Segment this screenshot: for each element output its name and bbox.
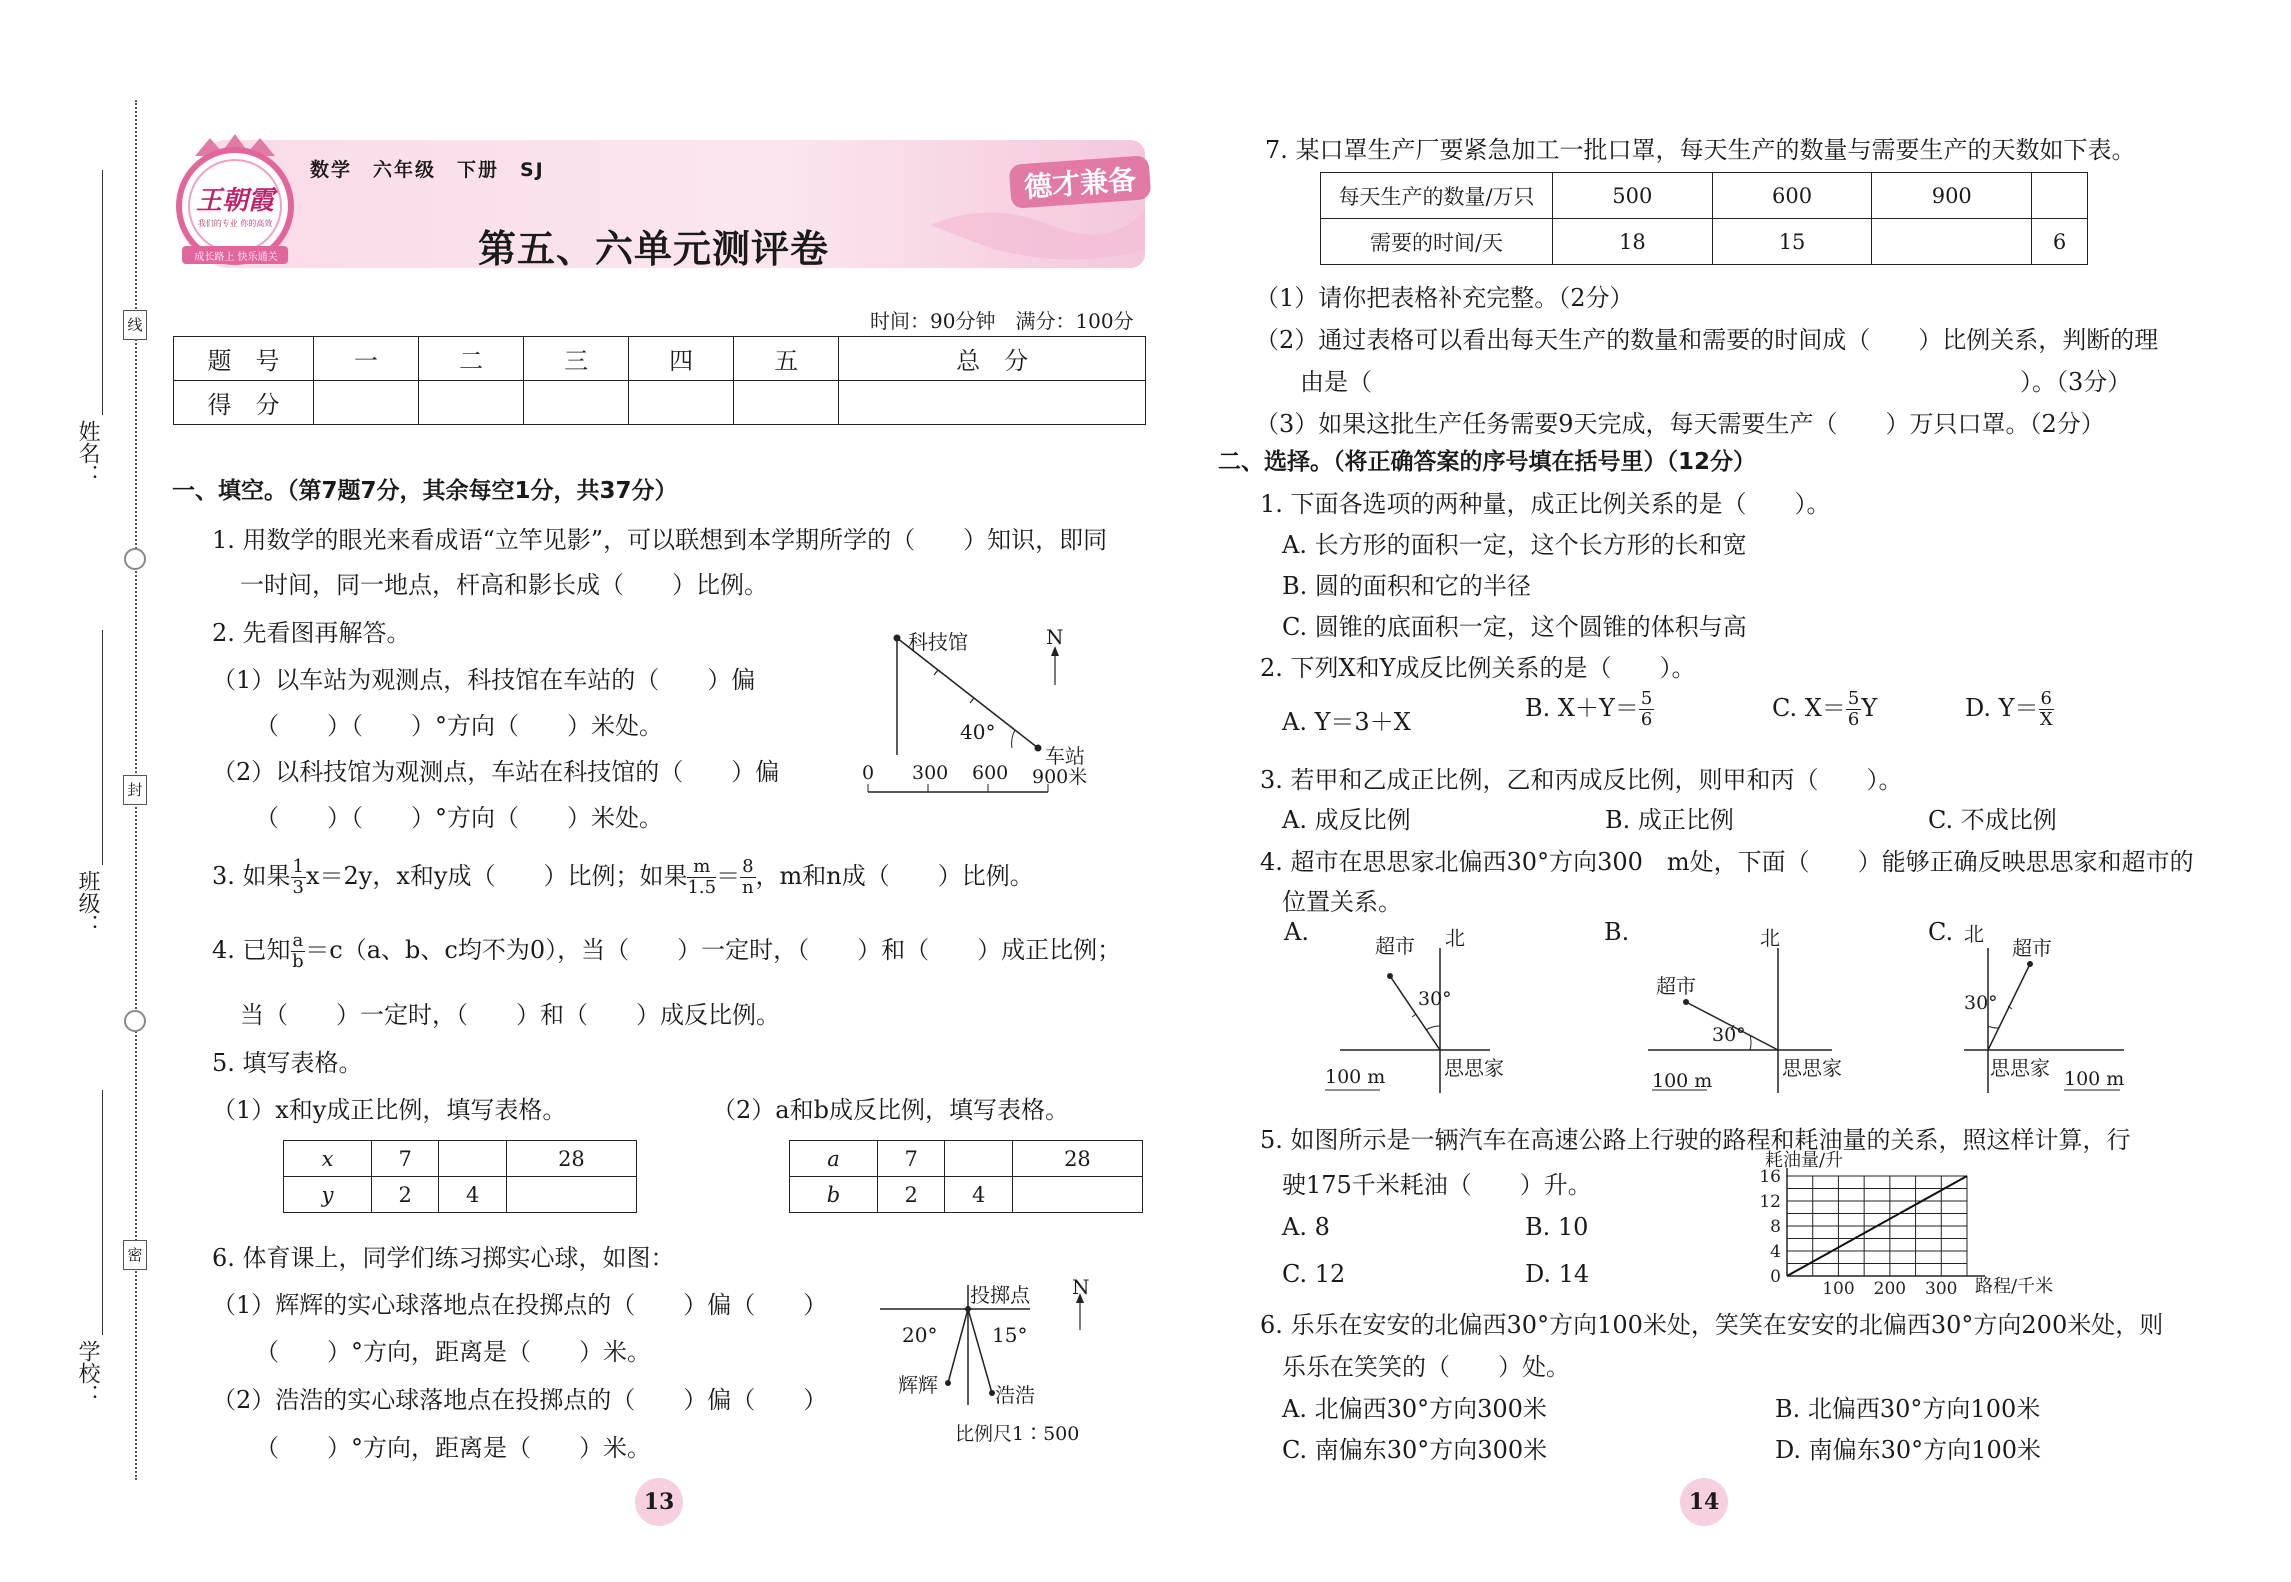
north-label: 北 (1445, 926, 1465, 950)
p2-q5-option[interactable]: D. 14 (1525, 1260, 1590, 1288)
brand-tagline-2: 成长路上 快乐通关 (194, 252, 278, 263)
table-header-cell: 需要的时间/天 (1321, 219, 1553, 265)
score-input-cell[interactable] (419, 381, 524, 425)
p2-q6-option[interactable]: A. 北偏西30°方向300米 (1282, 1395, 1547, 1423)
q4-line1 (212, 930, 1121, 972)
name-label: 姓名： (75, 420, 100, 486)
class-label: 班级： (75, 870, 100, 936)
table-cell: 6 (2032, 219, 2088, 265)
fraction-numerator: 5 (1640, 688, 1653, 709)
p2-q5-option[interactable]: A. 8 (1282, 1213, 1330, 1241)
binding-tag-seal: 封 (123, 775, 147, 805)
scale-tick-label: 900米 (1032, 766, 1088, 788)
p2-q4-figure-a[interactable] (1280, 918, 1540, 1103)
table-header-cell: 每天生产的数量/万只 (1321, 173, 1553, 219)
table-blank-cell[interactable] (2032, 173, 2088, 219)
option-text: C. X＝ (1772, 694, 1846, 722)
q2-diagram (860, 620, 1110, 795)
q2-title: 2. 先看图再解答。 (212, 619, 411, 647)
market-label: 超市 (1656, 974, 1696, 998)
q1-line2: 一时间，同一地点，杆高和影长成（ ）比例。 (240, 571, 768, 599)
p2-q5-line1: 5. 如图所示是一辆汽车在高速公路上行驶的路程和耗油量的关系，照这样计算，行 (1260, 1126, 2131, 1154)
q1-line1: 1. 用数学的眼光来看成语“立竿见影”，可以联想到本学期所学的（ ）知识，即同 (212, 526, 1108, 554)
name-blank[interactable] (102, 170, 103, 415)
option-fraction (2039, 689, 2054, 730)
table-xy (283, 1140, 637, 1213)
p2-q1-option[interactable]: A. 长方形的面积一定，这个长方形的长和宽 (1282, 531, 1747, 559)
chart-y-tick-label: 0 (1770, 1267, 1781, 1287)
table-cell: b (790, 1177, 878, 1213)
home-label: 思思家 (1990, 1056, 2050, 1080)
chart-y-tick-label: 12 (1759, 1192, 1781, 1212)
score-label-cell: 得 分 (174, 381, 314, 425)
table-cell: a (790, 1141, 878, 1177)
school-label: 学校： (75, 1340, 100, 1406)
table-blank-cell[interactable] (1872, 219, 2032, 265)
throw-point-label: 投掷点 (970, 1283, 1030, 1307)
market-label: 超市 (2012, 936, 2052, 960)
binding-tag-line: 线 (123, 310, 147, 340)
score-input-cell[interactable] (839, 381, 1146, 425)
score-header-cell: 一 (314, 337, 419, 381)
q5-2-text: （2）a和b成反比例，填写表格。 (712, 1096, 1069, 1124)
fraction-numerator: 6 (2040, 688, 2052, 709)
part1-heading: 一、填空。（第7题7分，其余每空1分，共37分） (172, 478, 678, 504)
table-cell: 600 (1712, 173, 1872, 219)
score-input-cell[interactable] (629, 381, 734, 425)
score-header-cell: 五 (734, 337, 839, 381)
chart-y-tick-label: 8 (1770, 1217, 1781, 1237)
north-label: N (1072, 1275, 1090, 1299)
score-input-cell[interactable] (734, 381, 839, 425)
q6-2-line2: （ ）°方向，距离是（ ）米。 (255, 1434, 651, 1462)
table-cell: 15 (1712, 219, 1872, 265)
p2-q2: 2. 下列X和Y成反比例关系的是（ ）。 (1260, 654, 1696, 682)
motto-badge: 德才兼备 (1009, 155, 1152, 209)
p2-q2-option-c[interactable] (1772, 688, 1877, 730)
p2-q6-option[interactable]: C. 南偏东30°方向300米 (1282, 1436, 1548, 1464)
page-title: 第五、六单元测评卷 (478, 227, 830, 271)
page-number-text: 13 (643, 1489, 675, 1515)
table-blank-cell[interactable] (945, 1141, 1012, 1177)
fuel-chart (1745, 1148, 2085, 1298)
fraction-denominator: 3 (292, 877, 304, 898)
haohao-label: 浩浩 (995, 1383, 1035, 1407)
q7-sub3: （3）如果这批生产任务需要9天完成，每天需要生产（ ）万只口罩。（2分） (1255, 410, 2105, 438)
option-label: A. (1284, 918, 1309, 946)
scale-label: 比例尺1∶500 (955, 1423, 1080, 1445)
q2-1-line2: （ ）（ ）°方向（ ）米处。 (255, 712, 663, 740)
chart-ylabel: 耗油量/升 (1765, 1150, 1844, 1171)
p2-q5-option[interactable]: C. 12 (1282, 1260, 1346, 1288)
q4-text-a: 4. 已知 (212, 936, 291, 964)
score-header-cell: 题 号 (174, 337, 314, 381)
option-text: Y (1861, 694, 1878, 722)
p2-q3-option[interactable]: B. 成正比例 (1605, 806, 1734, 834)
q2-2-line1: （2）以科技馆为观测点，车站在科技馆的（ ）偏 (212, 758, 780, 786)
q4-fraction (291, 931, 306, 972)
page-number-text: 14 (1688, 1489, 1720, 1515)
p2-q3-option[interactable]: C. 不成比例 (1928, 806, 2057, 834)
p2-q1-option[interactable]: B. 圆的面积和它的半径 (1282, 572, 1531, 600)
table-ab (789, 1140, 1143, 1213)
p2-q6-option[interactable]: B. 北偏西30°方向100米 (1775, 1395, 2041, 1423)
station-label: 车站 (1045, 744, 1085, 768)
q3-fraction-1 (291, 857, 306, 898)
binding-hole-icon (124, 1010, 146, 1032)
table-cell: 900 (1872, 173, 2032, 219)
p2-q2-option-d[interactable] (1965, 688, 2054, 730)
p2-q5-option[interactable]: B. 10 (1525, 1213, 1589, 1241)
page-number-left (635, 1478, 683, 1526)
q3-fraction-2 (687, 857, 716, 898)
p2-q2-option-a[interactable]: A. Y＝3＋X (1282, 708, 1411, 736)
q2-2-line2: （ ）（ ）°方向（ ）米处。 (255, 804, 663, 832)
scale-tick-label: 0 (862, 762, 875, 784)
north-label: 北 (1760, 926, 1780, 950)
table-blank-cell[interactable] (1012, 1177, 1142, 1213)
q7-sub2-line2: 由是（ ）。（3分） (1300, 368, 2132, 396)
fraction-denominator: 6 (1640, 709, 1653, 730)
home-label: 思思家 (1782, 1056, 1842, 1080)
option-fraction (1639, 689, 1654, 730)
table-cell: 4 (945, 1177, 1012, 1213)
binding-hole-icon (124, 548, 146, 570)
subject-line: 数学 六年级 下册 SJ (310, 159, 545, 181)
option-label: C. (1928, 918, 1954, 946)
option-text: B. X＋Y＝ (1525, 694, 1639, 722)
fraction-denominator: 1.5 (687, 877, 717, 898)
q7-table (1320, 172, 2088, 265)
fraction-denominator: 6 (1847, 709, 1860, 730)
q6-1-line2: （ ）°方向，距离是（ ）米。 (255, 1338, 651, 1366)
school-blank[interactable] (102, 1090, 103, 1335)
exam-info: 时间：90分钟 满分：100分 (870, 309, 1134, 333)
table-cell: 7 (372, 1141, 439, 1177)
scale-label: 100 m (1325, 1066, 1386, 1088)
q4-line2: 当（ ）一定时，（ ）和（ ）成反比例。 (240, 1001, 780, 1029)
chart-y-tick-label: 4 (1770, 1242, 1781, 1262)
table-cell: 28 (1012, 1141, 1142, 1177)
angle-label: 30° (1964, 992, 1998, 1014)
p2-q4-line2: 位置关系。 (1282, 888, 1402, 916)
score-table (173, 336, 1146, 425)
brand-name: 王朝霞 (195, 186, 274, 216)
score-header-cell: 总 分 (839, 337, 1146, 381)
score-header-cell: 二 (419, 337, 524, 381)
q3-fraction-3 (740, 857, 755, 898)
chart-y-tick-label: 16 (1759, 1167, 1781, 1187)
q3-text-a: 3. 如果 (212, 862, 291, 890)
fraction-denominator: n (742, 877, 754, 898)
north-label: N (1046, 625, 1064, 649)
p2-q6-line1: 6. 乐乐在安安的北偏西30°方向100米处，笑笑在安安的北偏西30°方向200米处，则 (1260, 1311, 2164, 1339)
table-blank-cell[interactable] (439, 1141, 506, 1177)
score-input-cell[interactable] (314, 381, 419, 425)
north-label: 北 (1964, 922, 1984, 946)
q6-1-line1: （1）辉辉的实心球落地点在投掷点的（ ）偏（ ） (212, 1291, 828, 1319)
table-cell: 18 (1553, 219, 1713, 265)
q6-2-line1: （2）浩浩的实心球落地点在投掷点的（ ）偏（ ） (212, 1386, 828, 1414)
table-cell: 28 (506, 1141, 636, 1177)
p2-q3-option[interactable]: A. 成反比例 (1282, 806, 1411, 834)
p2-q4-figure-b[interactable] (1600, 918, 1870, 1103)
fraction-numerator: 1 (292, 856, 304, 877)
option-fraction (1846, 689, 1861, 730)
angle-label: 40° (960, 720, 996, 744)
table-cell: 4 (439, 1177, 506, 1213)
option-text: D. Y＝ (1965, 694, 2039, 722)
page-number-right (1680, 1478, 1728, 1526)
q7-sub1: （1）请你把表格补充完整。（2分） (1255, 284, 1634, 312)
fraction-denominator: b (292, 951, 304, 972)
chart-xlabel: 路程/千米 (1975, 1276, 2054, 1297)
angle-label: 15° (992, 1323, 1028, 1347)
table-cell: 2 (372, 1177, 439, 1213)
fraction-numerator: 5 (1847, 688, 1860, 709)
q5-1-text: （1）x和y成正比例，填写表格。 (212, 1096, 567, 1124)
brand-logo (170, 128, 300, 268)
fraction-denominator: X (2039, 709, 2053, 730)
option-label: B. (1604, 918, 1630, 946)
fraction-numerator: 8 (742, 856, 754, 877)
angle-label: 30° (1712, 1024, 1746, 1046)
p2-q4-line1: 4. 超市在思思家北偏西30°方向300 m处，下面（ ）能够正确反映思思家和超市的 (1260, 848, 2194, 876)
huihui-label: 辉辉 (898, 1373, 938, 1397)
fraction-numerator: m (687, 857, 716, 878)
scale-label: 100 m (1652, 1070, 1713, 1092)
score-header-cell: 三 (524, 337, 629, 381)
q2-1-line1: （1）以车站为观测点，科技馆在车站的（ ）偏 (212, 666, 756, 694)
scale-tick-label: 300 (912, 762, 949, 784)
q7-title: 7. 某口罩生产厂要紧急加工一批口罩，每天生产的数量与需要生产的天数如下表。 (1265, 136, 2136, 164)
q3-text-b: x＝2y，x和y成（ ）比例；如果 (305, 862, 688, 890)
q4-text-b: ＝c（a、b、c均不为0），当（ ）一定时，（ ）和（ ）成正比例； (305, 936, 1122, 964)
market-label: 超市 (1375, 934, 1415, 958)
scale-tick-label: 600 (972, 762, 1009, 784)
p2-q3: 3. 若甲和乙成正比例，乙和丙成反比例，则甲和丙（ ）。 (1260, 766, 1903, 794)
p2-q5-line2: 驶175千米耗油（ ）升。 (1282, 1171, 1592, 1199)
q3-line (212, 856, 1034, 898)
p2-q1-option[interactable]: C. 圆锥的底面积一定，这个圆锥的体积与高 (1282, 613, 1747, 641)
table-cell: x (284, 1141, 372, 1177)
p2-q2-option-b[interactable] (1525, 688, 1654, 730)
score-input-cell[interactable] (524, 381, 629, 425)
part2-heading: 二、选择。（将正确答案的序号填在括号里）（12分） (1218, 449, 1757, 475)
angle-label: 20° (902, 1323, 938, 1347)
score-header-cell: 四 (629, 337, 734, 381)
q6-title: 6. 体育课上，同学们练习掷实心球，如图： (212, 1244, 675, 1272)
p2-q4-figure-c[interactable] (1924, 918, 2144, 1103)
fraction-numerator: a (292, 930, 304, 951)
home-label: 思思家 (1444, 1056, 1504, 1080)
q3-text-c: ，m和n成（ ）比例。 (755, 862, 1034, 890)
table-cell: y (284, 1177, 372, 1213)
table-cell: 500 (1553, 173, 1713, 219)
chart-x-tick-label: 300 (1925, 1279, 1958, 1298)
table-blank-cell[interactable] (506, 1177, 636, 1213)
museum-label: 科技馆 (908, 630, 968, 654)
p2-q6-line2: 乐乐在笑笑的（ ）处。 (1282, 1353, 1570, 1381)
q6-diagram (880, 1275, 1110, 1450)
angle-label: 30° (1418, 988, 1452, 1010)
chart-x-tick-label: 100 (1822, 1279, 1855, 1298)
chart-x-tick-label: 200 (1873, 1279, 1907, 1298)
binding-tag-secret: 密 (123, 1240, 147, 1270)
q5-title: 5. 填写表格。 (212, 1049, 363, 1077)
table-cell: 7 (878, 1141, 945, 1177)
scale-label: 100 m (2064, 1068, 2125, 1090)
class-blank[interactable] (102, 630, 103, 865)
q3-equals: ＝ (716, 862, 741, 890)
brand-tagline: 我们的专业 你的高效 (197, 219, 273, 228)
p2-q1: 1. 下面各选项的两种量，成正比例关系的是（ ）。 (1260, 490, 1831, 518)
q7-sub2-line1: （2）通过表格可以看出每天生产的数量和需要的时间成（ ）比例关系，判断的理 (1255, 326, 2159, 354)
p2-q6-option[interactable]: D. 南偏东30°方向100米 (1775, 1436, 2041, 1464)
table-cell: 2 (878, 1177, 945, 1213)
